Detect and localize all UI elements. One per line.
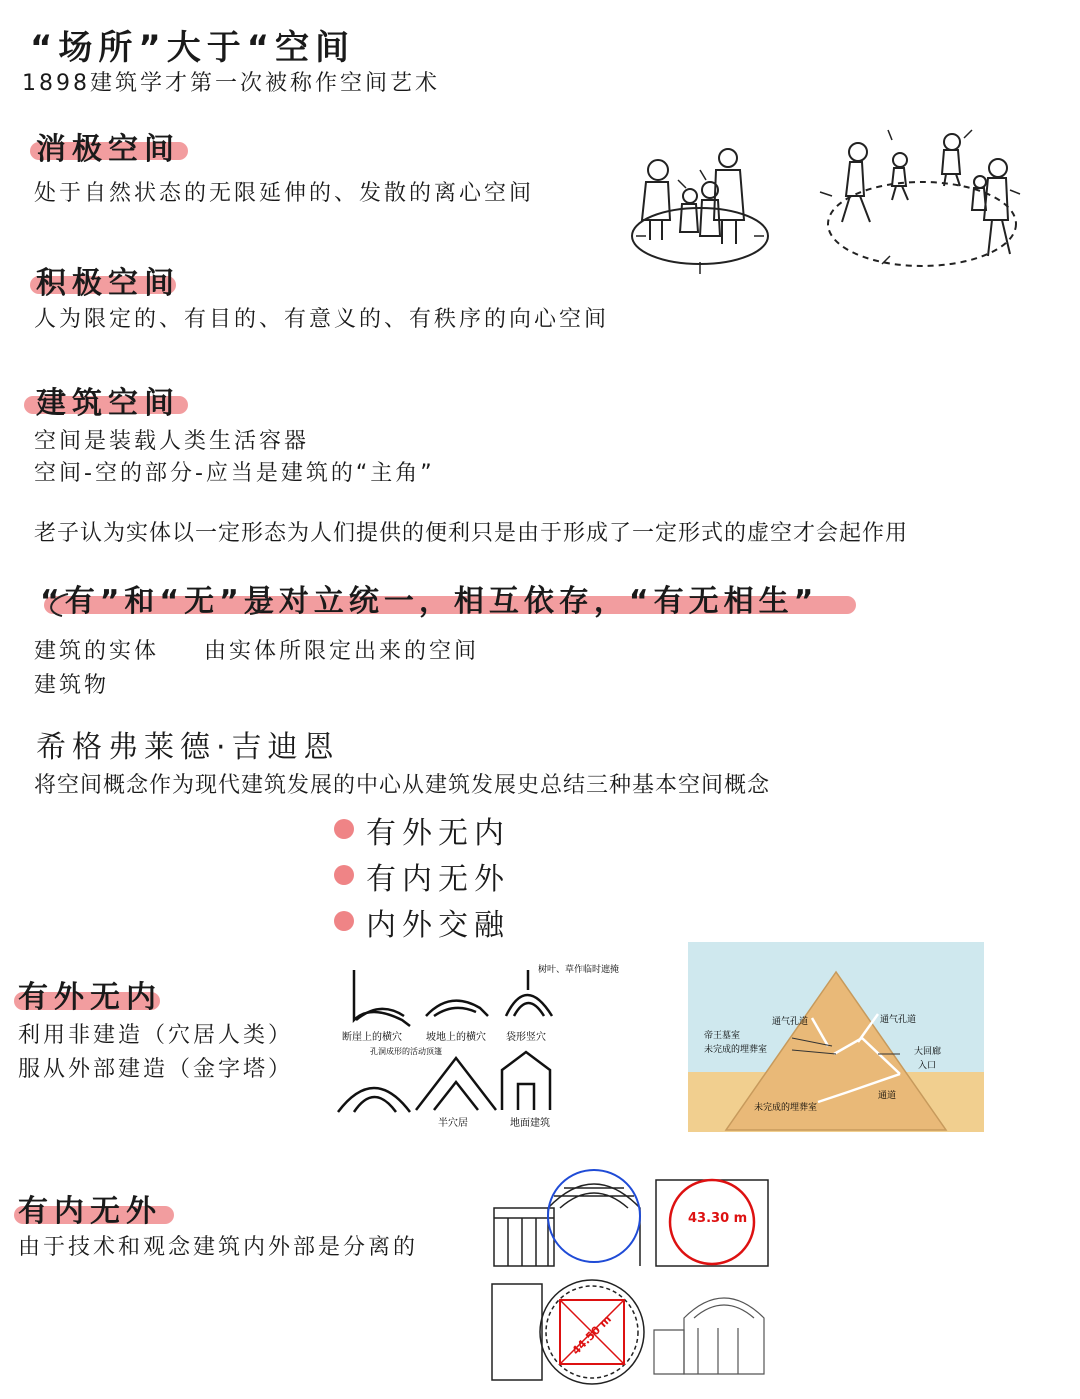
cave-label: 袋形竖穴 xyxy=(506,1032,546,1043)
concept-item: 内外交融 xyxy=(366,908,510,943)
unity-left1: 建筑的实体 xyxy=(34,639,160,664)
cave-label: 地面建筑 xyxy=(510,1118,550,1129)
heading-negative-space: 消极空间 xyxy=(36,132,180,167)
architectural-space-line2: 空间-空的部分-应当是建筑的“主角” xyxy=(34,461,435,486)
bullet-dot xyxy=(334,911,354,931)
concept-item: 有内无外 xyxy=(366,862,510,897)
architectural-space-line1: 空间是装载人类生活容器 xyxy=(34,429,310,454)
cave-label-note: 树叶、草作临时遮掩 xyxy=(538,965,620,975)
unity-left2: 建筑物 xyxy=(34,673,110,698)
pyramid-label: 通气孔道 xyxy=(772,1017,809,1027)
giedion-text: 将空间概念作为现代建筑发展的中心从建筑发展史总结三种基本空间概念 xyxy=(34,773,771,798)
pantheon-drawings-illustration xyxy=(488,1168,784,1390)
positive-space-text: 人为限定的、有目的、有意义的、有秩序的向心空间 xyxy=(34,307,610,332)
people-circle-illustration xyxy=(628,140,774,278)
outer-line2: 服从外部建造（金字塔） xyxy=(18,1057,294,1082)
heading-outer: 有外无内 xyxy=(18,980,162,1015)
people-dispersing-illustration xyxy=(812,124,1032,274)
pyramid-label: 通道 xyxy=(878,1091,897,1101)
concept-item: 有外无内 xyxy=(366,816,510,851)
unity-right: 由实体所限定出来的空间 xyxy=(204,639,480,664)
pyramid-label: 通气孔道 xyxy=(880,1015,917,1025)
cave-label: 孔洞成形的活动顶篷 xyxy=(370,1047,442,1056)
outer-line1: 利用非建造（穴居人类） xyxy=(18,1023,294,1048)
pyramid-label: 帝王墓室 xyxy=(704,1031,741,1041)
heading-positive-space: 积极空间 xyxy=(36,266,180,301)
heading-giedion: 希格弗莱德·吉迪恩 xyxy=(36,730,340,765)
bullet-dot xyxy=(334,865,354,885)
page-title: “场所”大于“空间 xyxy=(30,28,356,68)
cave-label: 坡地上的横穴 xyxy=(426,1032,486,1043)
inner-text: 由于技术和观念建筑内外部是分离的 xyxy=(18,1235,419,1260)
pyramid-label: 未完成的埋葬室 xyxy=(704,1045,768,1055)
negative-space-text: 处于自然状态的无限延伸的、发散的离心空间 xyxy=(34,181,535,206)
subtitle: 1898建筑学才第一次被称作空间艺术 xyxy=(22,71,440,96)
cave-label: 断崖上的横穴 xyxy=(342,1032,402,1043)
laozi-text: 老子认为实体以一定形态为人们提供的便利只是由于形成了一定形式的虚空才会起作用 xyxy=(34,521,909,546)
heading-inner: 有内无外 xyxy=(18,1194,162,1229)
heading-unity: “有”和“无”是对立统一，相互依存，“有无相生” xyxy=(40,584,819,619)
pyramid-label: 大回廊 xyxy=(914,1047,942,1057)
arrow-icon xyxy=(40,590,280,620)
dimension-label: 44.50 m xyxy=(569,1312,614,1358)
pyramid-label: 未完成的埋葬室 xyxy=(754,1103,818,1113)
cave-label: 半穴居 xyxy=(438,1118,468,1129)
heading-architectural-space: 建筑空间 xyxy=(36,386,180,421)
cave-dwellings-illustration xyxy=(330,960,630,1136)
pyramid-label: 入口 xyxy=(918,1061,937,1071)
pyramid-section-illustration xyxy=(688,942,984,1132)
dimension-label: 43.30 m xyxy=(688,1211,748,1226)
bullet-dot xyxy=(334,819,354,839)
